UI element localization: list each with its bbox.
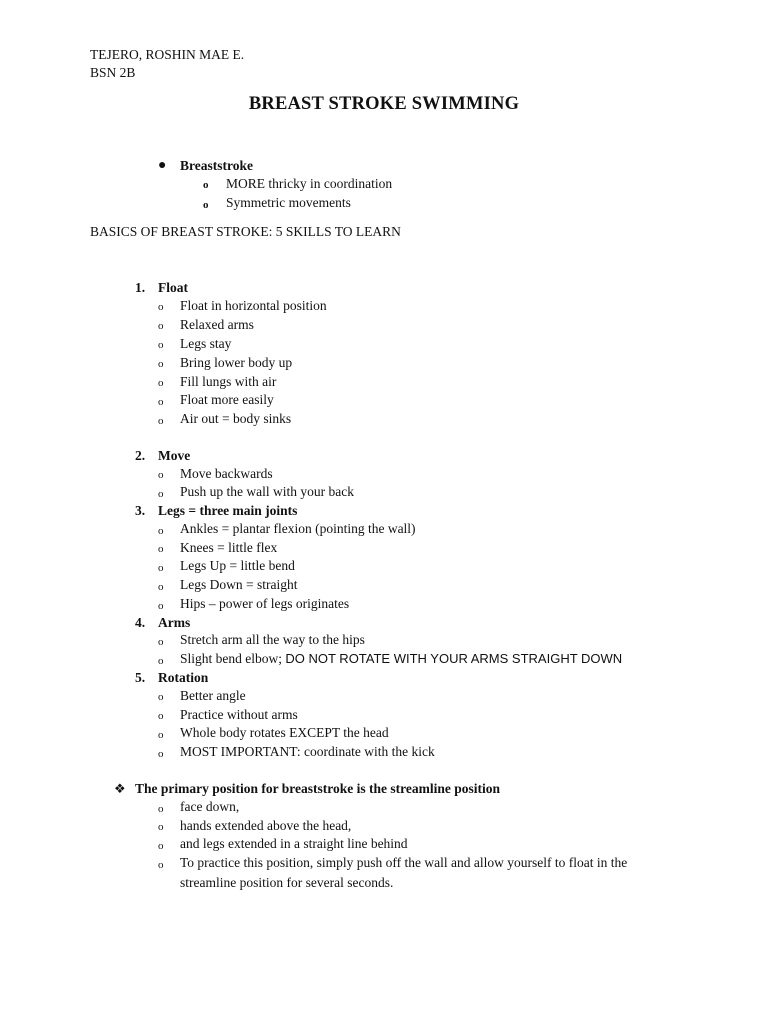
skill-item: Legs stay [180, 336, 232, 351]
intro-item: MORE thricky in coordination [226, 176, 393, 191]
skill-item: Ankles = plantar flexion (pointing the wall) [180, 521, 416, 536]
circle-marker-icon: o [158, 415, 164, 427]
skill-item: Knees = little flex [180, 540, 278, 555]
skill-item: Practice without arms [180, 707, 298, 722]
skill-number: 3. [135, 503, 146, 518]
skill-item: Whole body rotates EXCEPT the head [180, 725, 389, 740]
skill-item: Relaxed arms [180, 317, 254, 332]
skill-item [180, 650, 622, 669]
skill-item: MOST IMPORTANT: coordinate with the kick [180, 744, 435, 759]
primary-heading: The primary position for breaststroke is the streamline position [135, 781, 501, 796]
primary-item: hands extended above the head, [180, 818, 352, 833]
skill-item: Legs Up = little bend [180, 558, 295, 573]
circle-marker-icon: o [158, 710, 164, 722]
skill-item: Stretch arm all the way to the hips [180, 632, 365, 647]
primary-item: and legs extended in a straight line behind [180, 836, 408, 851]
circle-marker-icon: o [158, 655, 164, 667]
circle-marker-icon: o [158, 543, 164, 555]
primary-item: face down, [180, 799, 240, 814]
skill-number: 4. [135, 615, 146, 630]
skill-item: Float more easily [180, 392, 274, 407]
skill-title: Rotation [158, 670, 209, 685]
circle-marker-icon: o [158, 748, 164, 760]
primary-item-continued: streamline position for several seconds. [180, 875, 394, 890]
diamond-bullet-icon: ❖ [114, 781, 126, 796]
skill-title: Arms [158, 615, 191, 630]
circle-marker-icon: o [158, 562, 164, 574]
circle-marker-icon: o [158, 729, 164, 741]
intro-heading: Breaststroke [180, 158, 253, 173]
circle-marker-icon: o [158, 525, 164, 537]
circle-marker-icon: o [203, 179, 209, 191]
circle-marker-icon: o [158, 488, 164, 500]
circle-marker-icon: o [203, 199, 209, 211]
circle-marker-icon: o [158, 469, 164, 481]
page-title: BREAST STROKE SWIMMING [248, 94, 520, 114]
student-name: TEJERO, ROSHIN MAE E. [90, 47, 245, 62]
skill-item: Push up the wall with your back [180, 484, 354, 499]
circle-marker-icon: o [158, 636, 164, 648]
skill-title: Legs = three main joints [158, 503, 298, 518]
skill-number: 2. [135, 448, 146, 463]
circle-marker-icon: o [158, 859, 164, 871]
skill-item: Bring lower body up [180, 355, 293, 370]
skill-item: Air out = body sinks [180, 411, 292, 426]
circle-marker-icon: o [158, 396, 164, 408]
circle-marker-icon: o [158, 301, 164, 313]
skill-item-text: Slight bend elbow; [180, 651, 286, 666]
circle-marker-icon: o [158, 840, 164, 852]
basics-heading: BASICS OF BREAST STROKE: 5 SKILLS TO LEARN [90, 224, 401, 239]
skill-number: 1. [135, 280, 146, 295]
circle-marker-icon: o [158, 320, 164, 332]
circle-marker-icon: o [158, 581, 164, 593]
circle-marker-icon: o [158, 803, 164, 815]
circle-marker-icon: o [158, 339, 164, 351]
skill-title: Float [158, 280, 188, 295]
circle-marker-icon: o [158, 600, 164, 612]
circle-marker-icon: o [158, 358, 164, 370]
skill-item: Better angle [180, 688, 246, 703]
intro-item: Symmetric movements [226, 195, 351, 210]
skill-item: Float in horizontal position [180, 298, 327, 313]
primary-item: To practice this position, simply push off the wall and allow yourself to float in the [180, 855, 628, 870]
circle-marker-icon: o [158, 821, 164, 833]
skill-number: 5. [135, 670, 146, 685]
circle-marker-icon: o [158, 377, 164, 389]
skill-title: Move [158, 448, 191, 463]
circle-marker-icon: o [158, 691, 164, 703]
student-course: BSN 2B [90, 65, 136, 80]
skill-item: Legs Down = straight [180, 577, 298, 592]
skill-item-caps: DO NOT ROTATE WITH YOUR ARMS STRAIGHT DOWN [285, 651, 623, 666]
skill-item: Fill lungs with air [180, 374, 277, 389]
skill-item: Move backwards [180, 466, 273, 481]
skill-item: Hips – power of legs originates [180, 596, 350, 611]
bullet-icon: ● [158, 158, 167, 173]
